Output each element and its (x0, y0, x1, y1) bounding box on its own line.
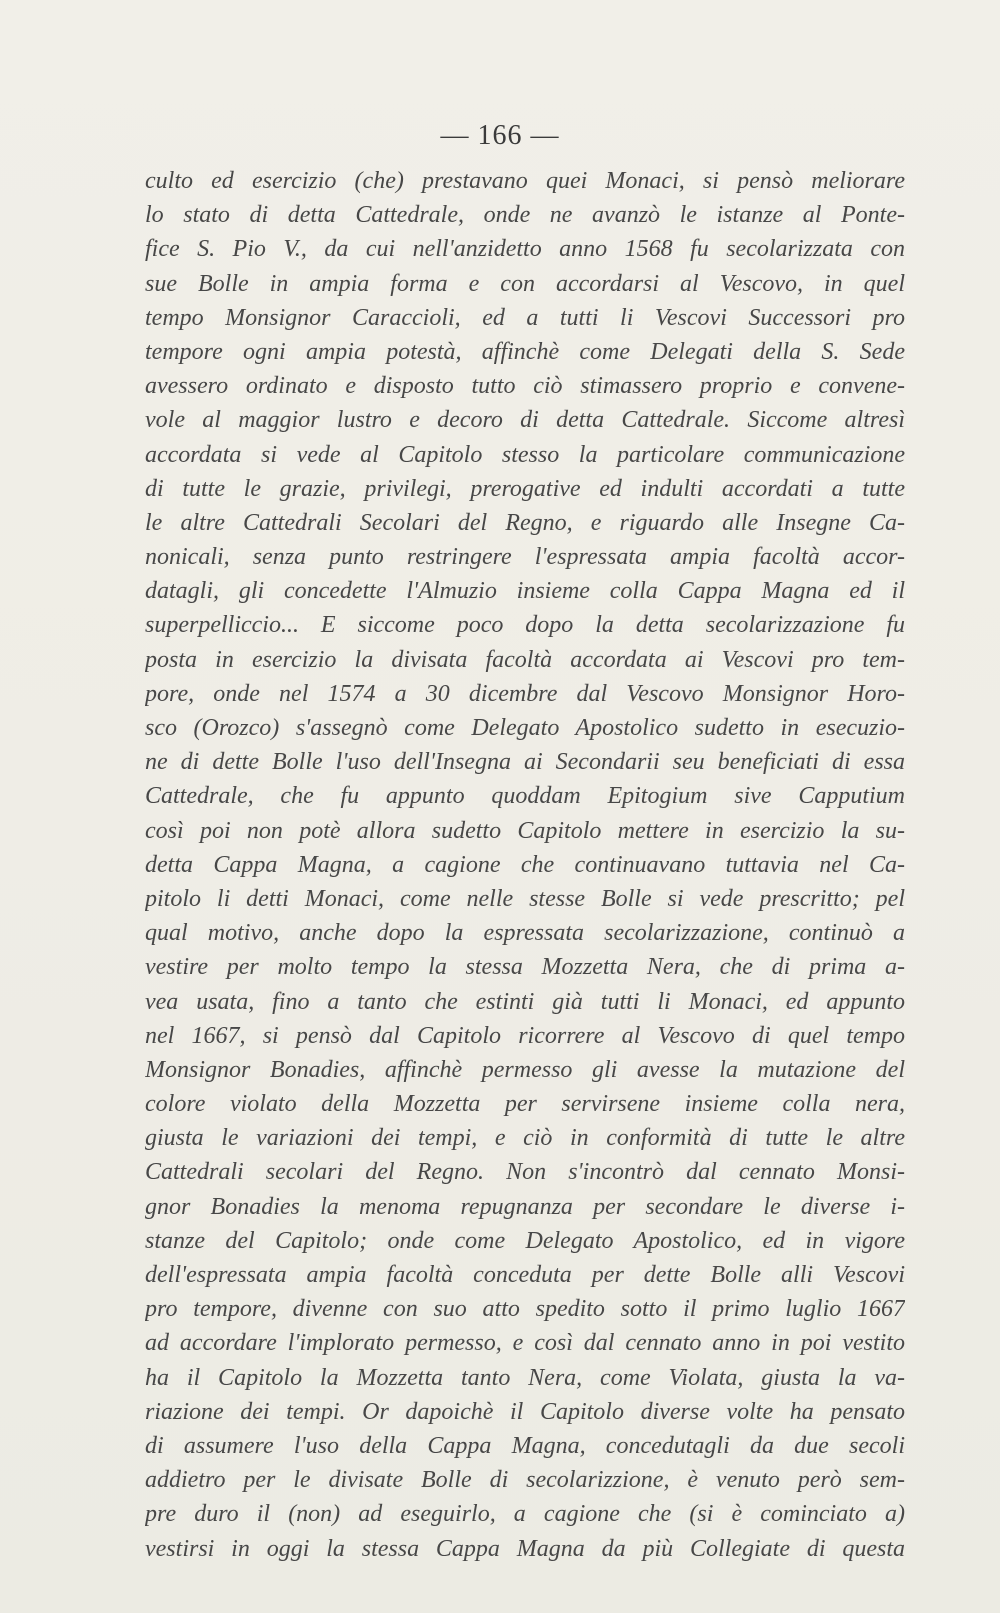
text-line: nonicali, senza punto restringere l'espressata ampia facoltà accor- (145, 544, 905, 571)
text-line: sco (Orozco) s'assegnò come Delegato Apostolico sudetto in esecuzio- (145, 715, 905, 741)
text-line: ne di dette Bolle l'uso dell'Insegna ai Secondarii seu beneficiati di essa (145, 749, 905, 776)
text-line: detta Cappa Magna, a cagione che continuavano tuttavia nel Ca- (145, 851, 905, 878)
text-line: così poi non potè allora sudetto Capitolo mettere in esercizio la su- (145, 817, 905, 844)
text-line: pitolo li detti Monaci, come nelle stesse Bolle si vede prescritto; pel (145, 885, 905, 912)
text-line: tempore ogni ampia potestà, affinchè come Delegati della S. Sede (145, 338, 905, 365)
text-line: Cattedrali secolari del Regno. Non s'incontrò dal cennato Monsi- (145, 1159, 905, 1186)
text-line: tempo Monsignor Caraccioli, ed a tutti li Vescovi Successori pro (145, 304, 905, 331)
text-line: riazione dei tempi. Or dapoichè il Capitolo diverse volte ha pensato (145, 1398, 905, 1425)
text-line: sue Bolle in ampia forma e con accordarsi al Vescovo, in quel (145, 270, 905, 297)
text-line: di assumere l'uso della Cappa Magna, concedutagli da due secoli (145, 1432, 905, 1459)
text-line: posta in esercizio la divisata facoltà accordata ai Vescovi pro tem- (145, 646, 905, 673)
text-line: pre duro il (non) ad eseguirlo, a cagione che (si è cominciato a) (145, 1501, 905, 1528)
text-line: nel 1667, si pensò dal Capitolo ricorrere al Vescovo di quel tempo (145, 1022, 905, 1049)
text-line: accordata si vede al Capitolo stesso la particolare communicazione (145, 441, 905, 468)
text-line: dell'espressata ampia facoltà conceduta per dette Bolle alli Vescovi (145, 1262, 905, 1288)
text-line: addietro per le divisate Bolle di secolarizzione, è venuto però sem- (145, 1467, 905, 1494)
text-line: vole al maggior lustro e decoro di detta Cattedrale. Siccome altresì (145, 407, 905, 434)
text-line: gnor Bonadies la menoma repugnanza per secondare le diverse i- (145, 1193, 905, 1220)
text-line: vestirsi in oggi la stessa Cappa Magna da più Collegiate di questa (145, 1535, 905, 1562)
text-line: giusta le variazioni dei tempi, e ciò in conformità di tutte le altre (145, 1125, 905, 1152)
text-line: di tutte le grazie, privilegi, prerogative ed indulti accordati a tutte (145, 475, 905, 502)
text-line: ha il Capitolo la Mozzetta tanto Nera, come Violata, giusta la va- (145, 1364, 905, 1391)
text-line: Monsignor Bonadies, affinchè permesso gli avesse la mutazione del (145, 1056, 905, 1083)
text-line: qual motivo, anche dopo la espressata secolarizzazione, continuò a (145, 920, 905, 947)
text-line: lo stato di detta Cattedrale, onde ne avanzò le istanze al Ponte- (145, 202, 905, 229)
body-text (145, 164, 905, 1566)
text-line: ad accordare l'implorato permesso, e così dal cennato anno in poi vestito (145, 1330, 905, 1357)
text-line: culto ed esercizio (che) prestavano quei Monaci, si pensò meliorare (145, 168, 905, 194)
text-line: pro tempore, divenne con suo atto spedito sotto il primo luglio 1667 (145, 1296, 905, 1323)
text-line: datagli, gli concedette l'Almuzio insieme colla Cappa Magna ed il (145, 578, 905, 605)
text-line: pore, onde nel 1574 a 30 dicembre dal Vescovo Monsignor Horo- (145, 680, 905, 707)
page-number: — 166 — (440, 120, 560, 151)
text-line: vea usata, fino a tanto che estinti già tutti li Monaci, ed appunto (145, 988, 905, 1015)
text-line: stanze del Capitolo; onde come Delegato Apostolico, ed in vigore (145, 1227, 905, 1254)
text-line: avessero ordinato e disposto tutto ciò stimassero proprio e convene- (145, 373, 905, 400)
text-line: le altre Cattedrali Secolari del Regno, e riguardo alle Insegne Ca- (145, 509, 905, 536)
text-line: vestire per molto tempo la stessa Mozzetta Nera, che di prima a- (145, 954, 905, 981)
text-line: Cattedrale, che fu appunto quoddam Epitogium sive Capputium (145, 783, 905, 810)
text-line: fice S. Pio V., da cui nell'anzidetto anno 1568 fu secolarizzata con (145, 236, 905, 263)
text-line: superpelliccio... E siccome poco dopo la detta secolarizzazione fu (145, 612, 905, 639)
text-line: colore violato della Mozzetta per servirsene insieme colla nera, (145, 1091, 905, 1118)
